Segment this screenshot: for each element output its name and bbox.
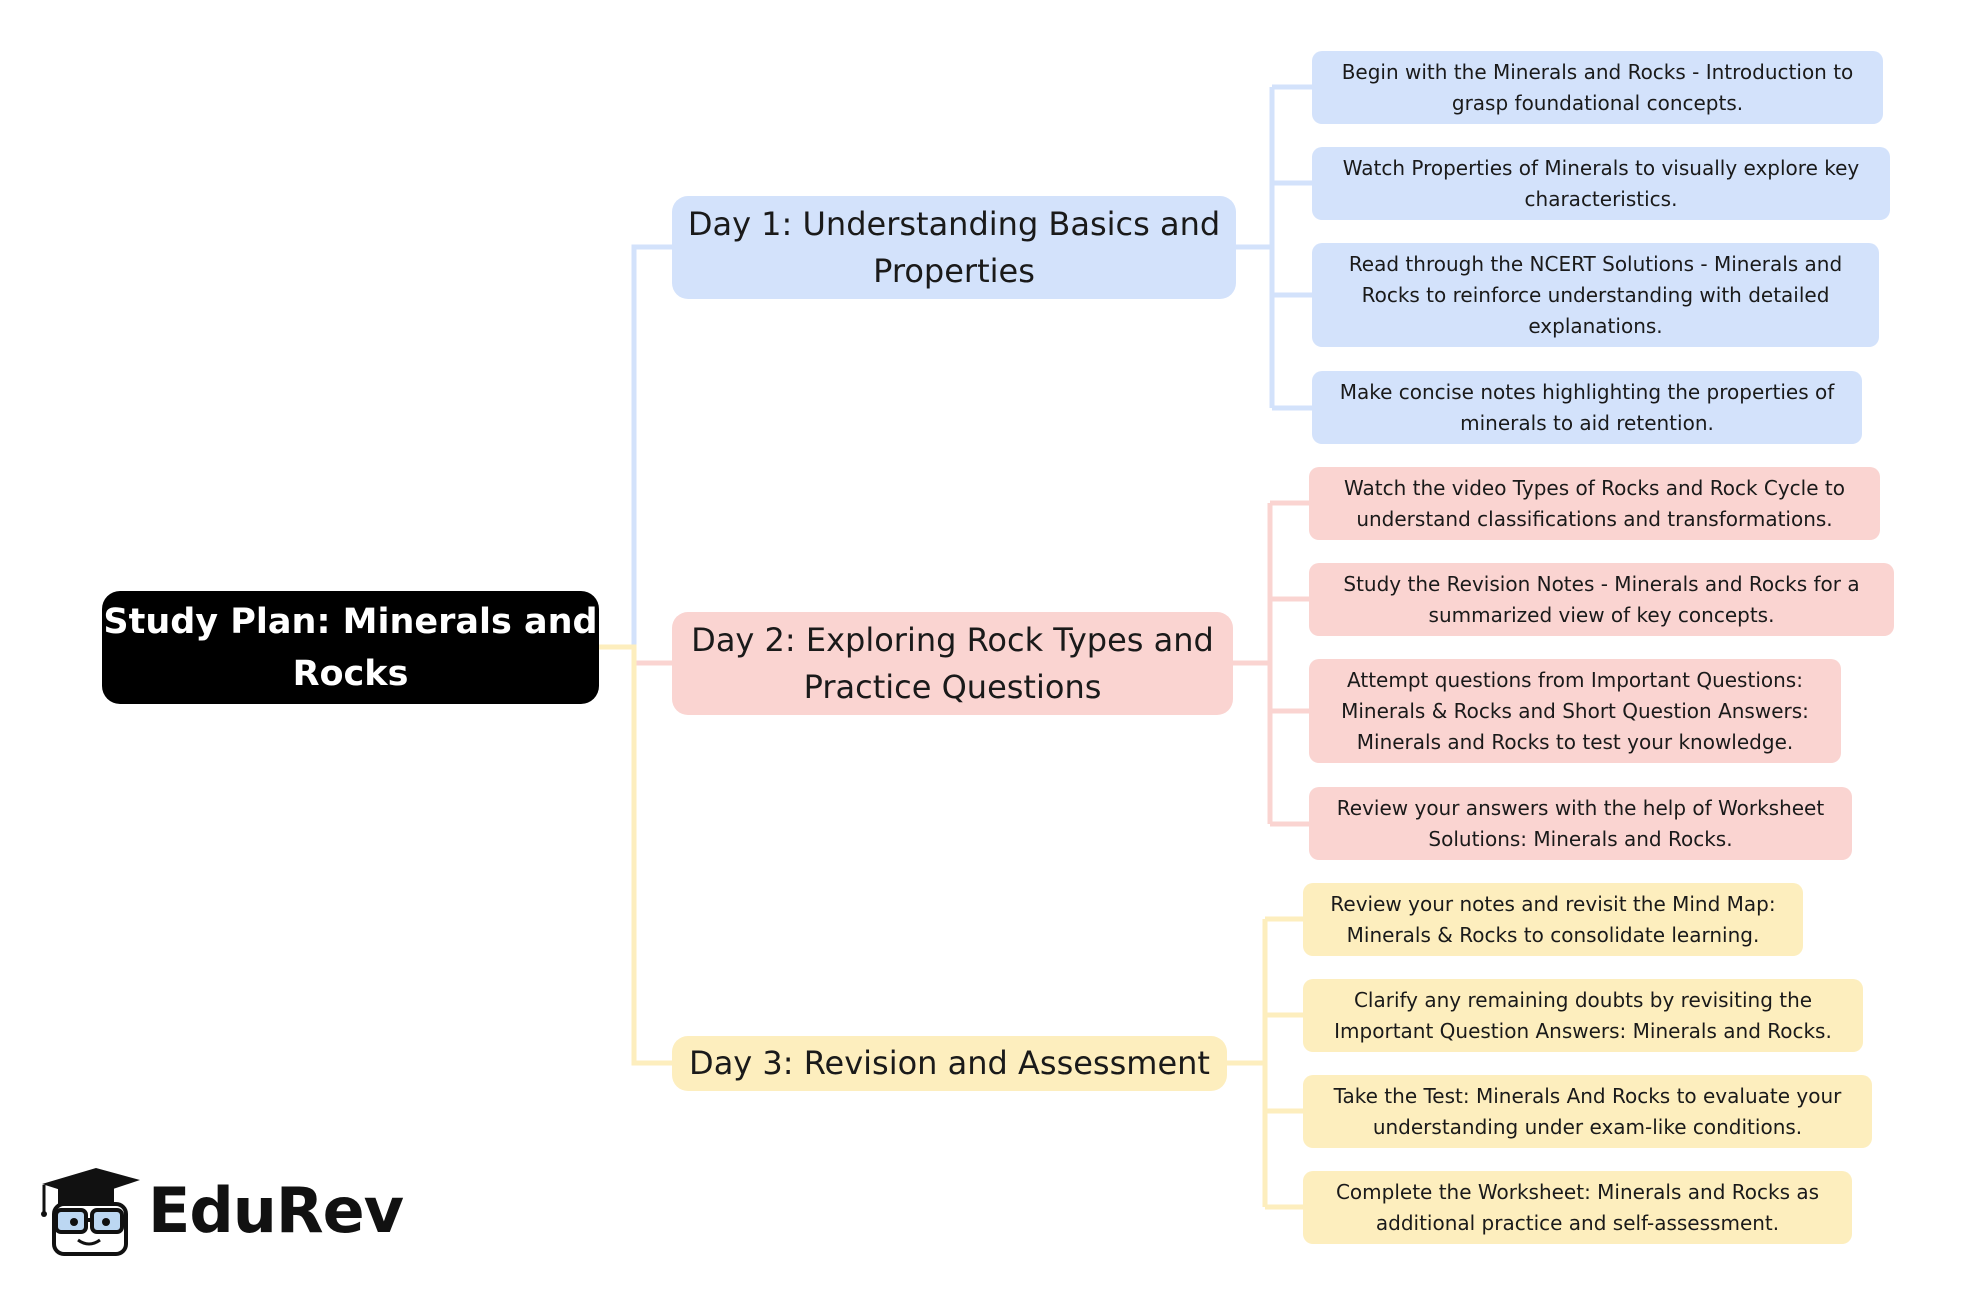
day1-item-2-text: Watch Properties of Minerals to visually explore key characteristics. — [1342, 155, 1860, 211]
day3-item-2-text: Clarify any remaining doubts by revisiting the Important Question Answers: Minerals and Rocks. — [1334, 987, 1832, 1043]
connector-day3-leaves — [1227, 919, 1303, 1207]
day1-item-3-text: Read through the NCERT Solutions - Minerals and Rocks to reinforce understanding with detailed explanations. — [1348, 251, 1843, 338]
root-label: Study Plan: Minerals and Rocks — [103, 601, 598, 694]
day2-item-3-text: Attempt questions from Important Questions: Minerals & Rocks and Short Question Answers: Minerals and Rocks to test your knowledge. — [1341, 667, 1809, 754]
day3-label: Day 3: Revision and Assessment — [689, 1044, 1210, 1082]
day3-item-1[interactable] — [1303, 883, 1803, 956]
day3-item-4[interactable] — [1303, 1171, 1852, 1244]
day1-node[interactable] — [672, 196, 1236, 299]
graduation-cap-mascot-icon — [36, 1164, 142, 1260]
day2-item-4-text: Review your answers with the help of Worksheet Solutions: Minerals and Rocks. — [1336, 795, 1825, 851]
day1-item-2[interactable] — [1312, 147, 1890, 220]
day1-item-3[interactable] — [1312, 243, 1879, 347]
day3-item-3-text: Take the Test: Minerals And Rocks to evaluate your understanding under exam-like conditions. — [1333, 1083, 1842, 1139]
day2-label: Day 2: Exploring Rock Types and Practice Questions — [691, 620, 1214, 706]
edurev-logo[interactable] — [36, 1164, 404, 1260]
day3-item-4-text: Complete the Worksheet: Minerals and Rocks as additional practice and self-assessment. — [1335, 1179, 1820, 1235]
day2-item-4[interactable] — [1309, 787, 1852, 860]
day2-item-2-text: Study the Revision Notes - Minerals and Rocks for a summarized view of key concepts. — [1343, 571, 1860, 627]
logo-text: EduRev — [148, 1174, 404, 1247]
day2-item-1-text: Watch the video Types of Rocks and Rock Cycle to understand classifications and transformations. — [1344, 475, 1845, 531]
day3-node[interactable] — [672, 1036, 1227, 1091]
day1-item-4[interactable] — [1312, 371, 1862, 444]
day1-label: Day 1: Understanding Basics and Properties — [687, 204, 1221, 290]
day1-item-1-text: Begin with the Minerals and Rocks - Introduction to grasp foundational concepts. — [1341, 59, 1854, 115]
day3-item-1-text: Review your notes and revisit the Mind Map: Minerals & Rocks to consolidate learning. — [1330, 891, 1776, 947]
root-node[interactable] — [102, 591, 599, 704]
day2-item-2[interactable] — [1309, 563, 1894, 636]
connector-day2-leaves — [1233, 503, 1309, 824]
day1-item-4-text: Make concise notes highlighting the properties of minerals to aid retention. — [1339, 379, 1835, 435]
day2-node[interactable] — [672, 612, 1233, 715]
day2-item-1[interactable] — [1309, 467, 1880, 540]
day3-item-3[interactable] — [1303, 1075, 1872, 1148]
day2-item-3[interactable] — [1309, 659, 1841, 763]
day1-item-1[interactable] — [1312, 51, 1883, 124]
connector-root-day1 — [599, 247, 672, 647]
connector-day1-leaves — [1236, 87, 1312, 408]
day3-item-2[interactable] — [1303, 979, 1863, 1052]
connector-root-day3 — [599, 647, 672, 1063]
